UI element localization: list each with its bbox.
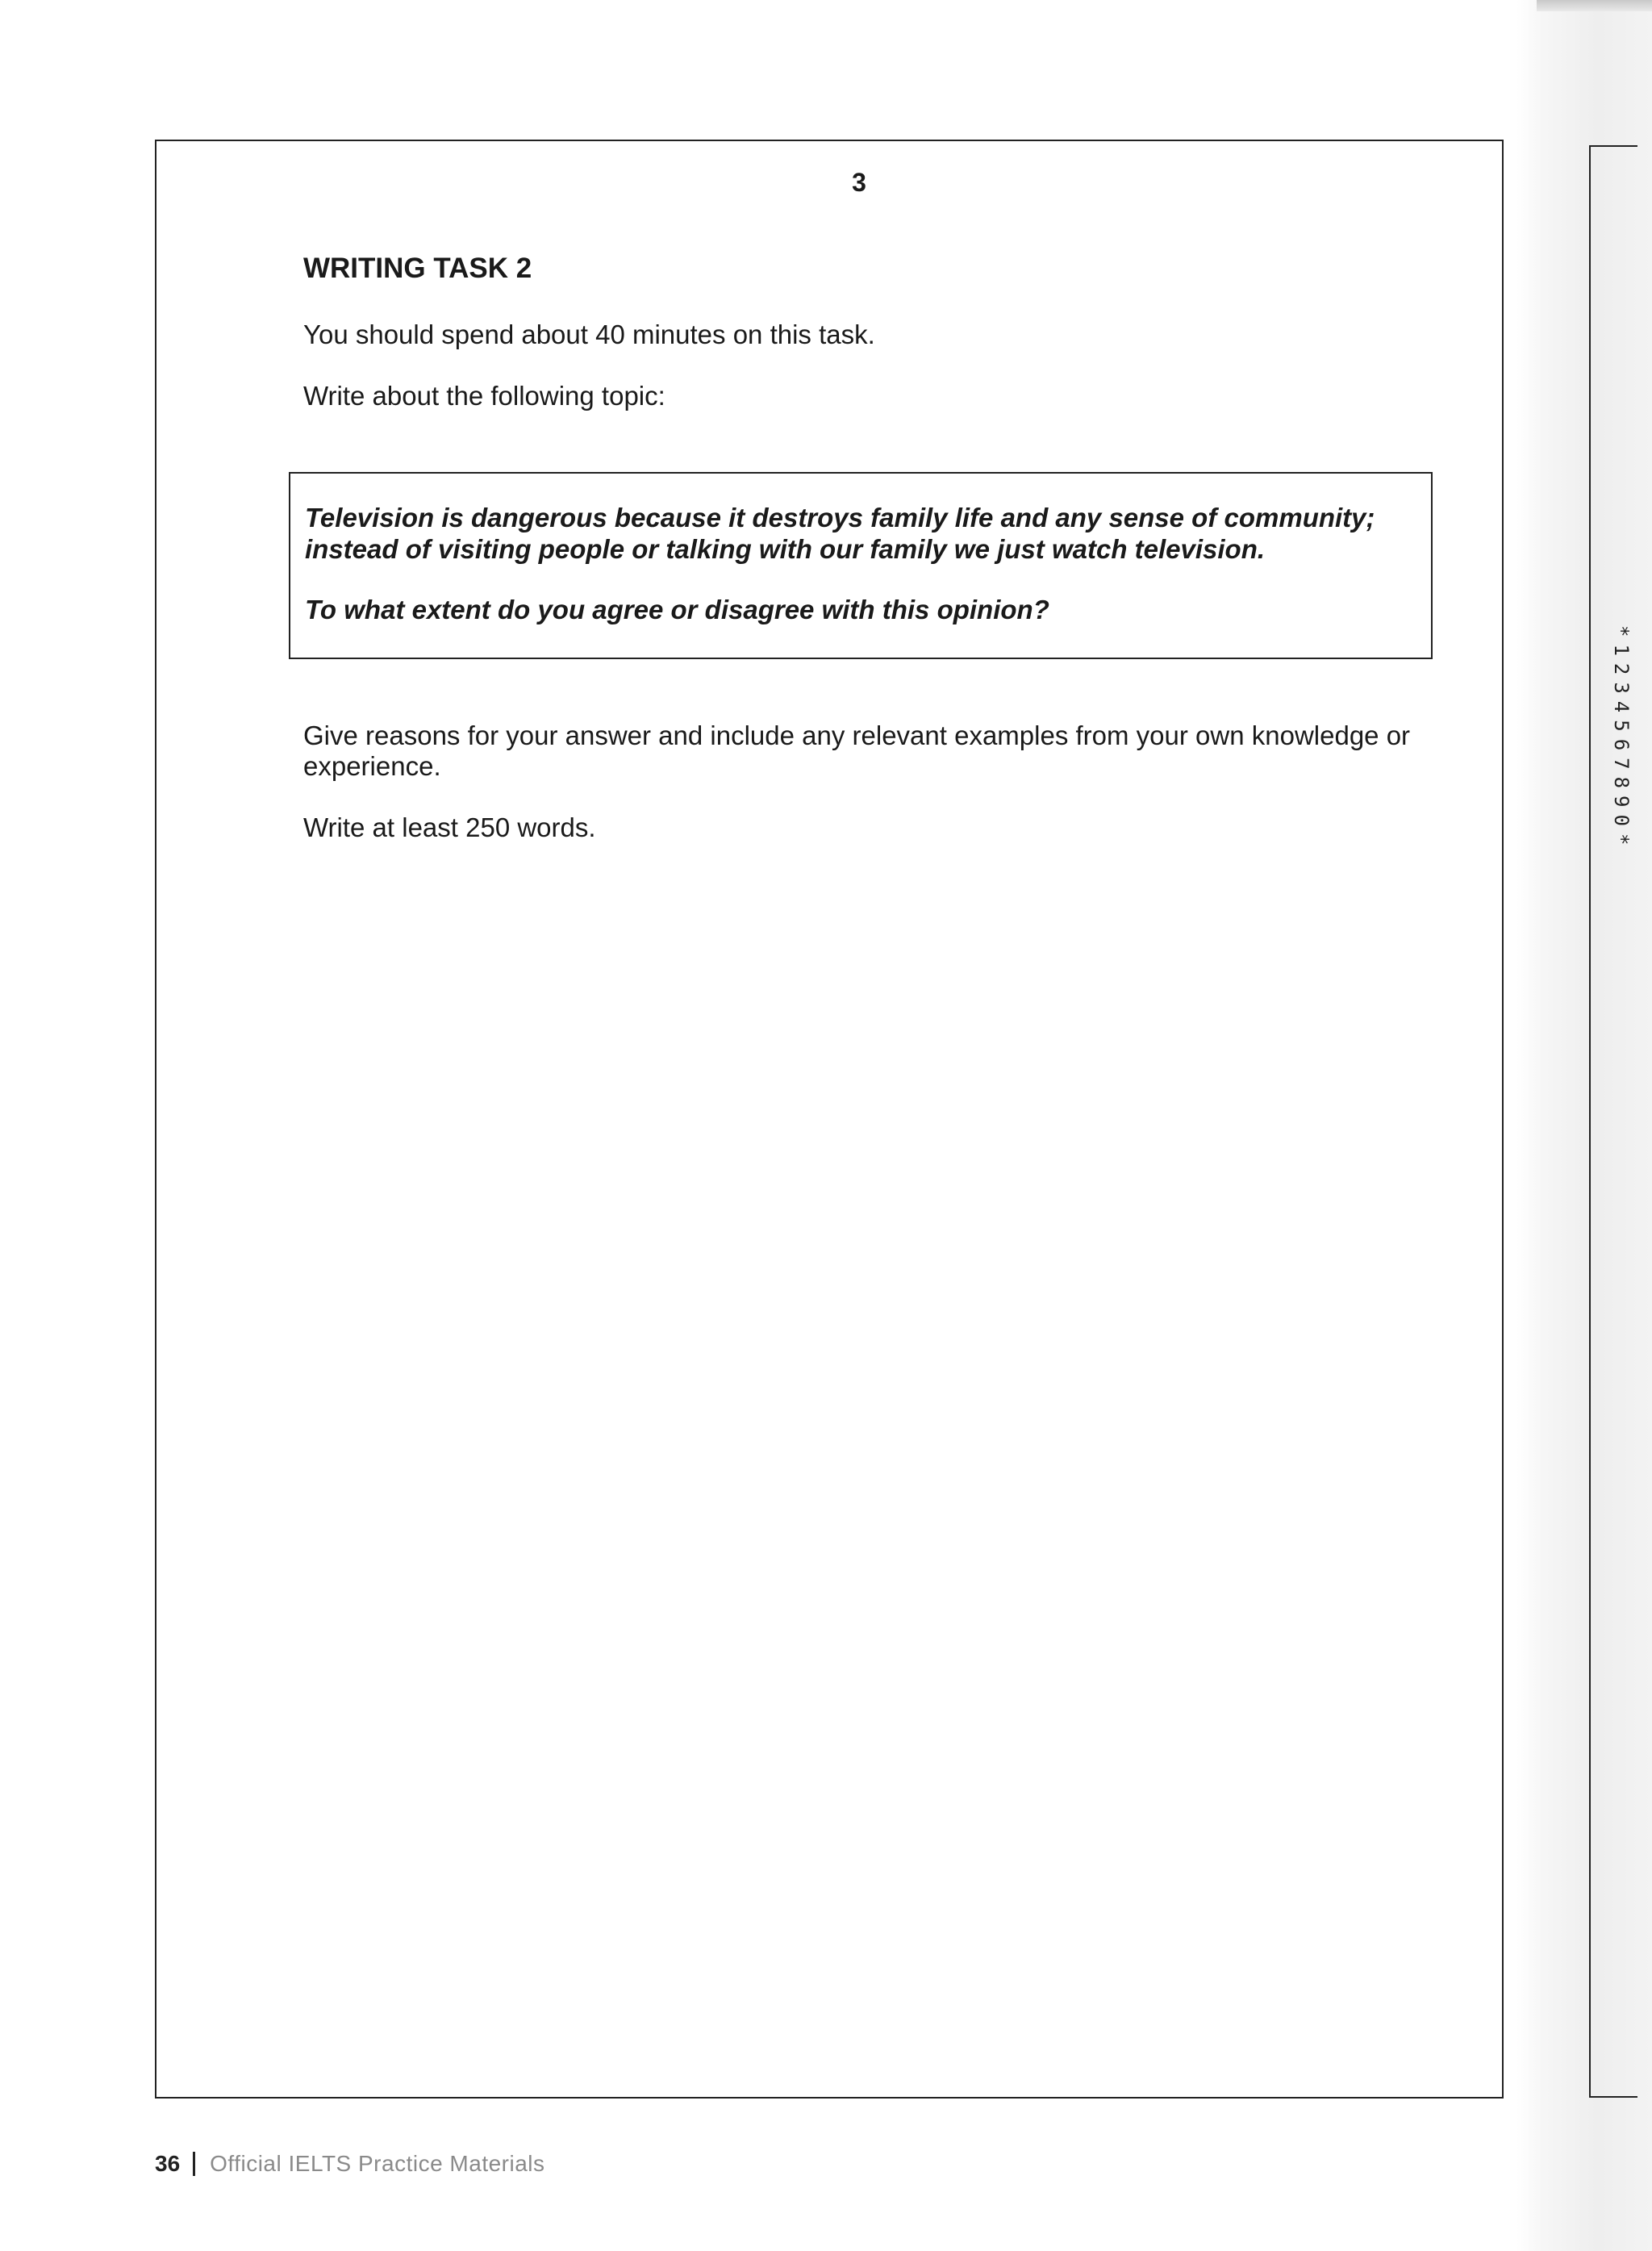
answer-instruction: Give reasons for your answer and include any relevant examples from your own knowledge or experience. (303, 720, 1411, 781)
binding-gutter-top (1537, 0, 1652, 11)
word-count-instruction: Write at least 250 words. (303, 812, 596, 842)
footer-book-title: Official IELTS Practice Materials (210, 2151, 545, 2176)
candidate-code: *1234567890* (1610, 625, 1633, 853)
time-instruction: You should spend about 40 minutes on this task. (303, 319, 875, 349)
page-footer (155, 2151, 545, 2177)
task-title: WRITING TASK 2 (303, 253, 532, 284)
footer-page-number: 36 (155, 2151, 181, 2176)
topic-box (289, 472, 1433, 659)
topic-statement: Television is dangerous because it destroys family life and any sense of community; instead of visiting people or talking with our family we just watch television. (305, 503, 1375, 564)
answer-frame (155, 140, 1504, 2099)
footer-separator (193, 2152, 195, 2176)
side-margin-frame (1589, 145, 1637, 2098)
topic-question: To what extent do you agree or disagree with this opinion? (305, 595, 1049, 624)
topic-intro: Write about the following topic: (303, 381, 665, 411)
section-number: 3 (852, 168, 866, 197)
